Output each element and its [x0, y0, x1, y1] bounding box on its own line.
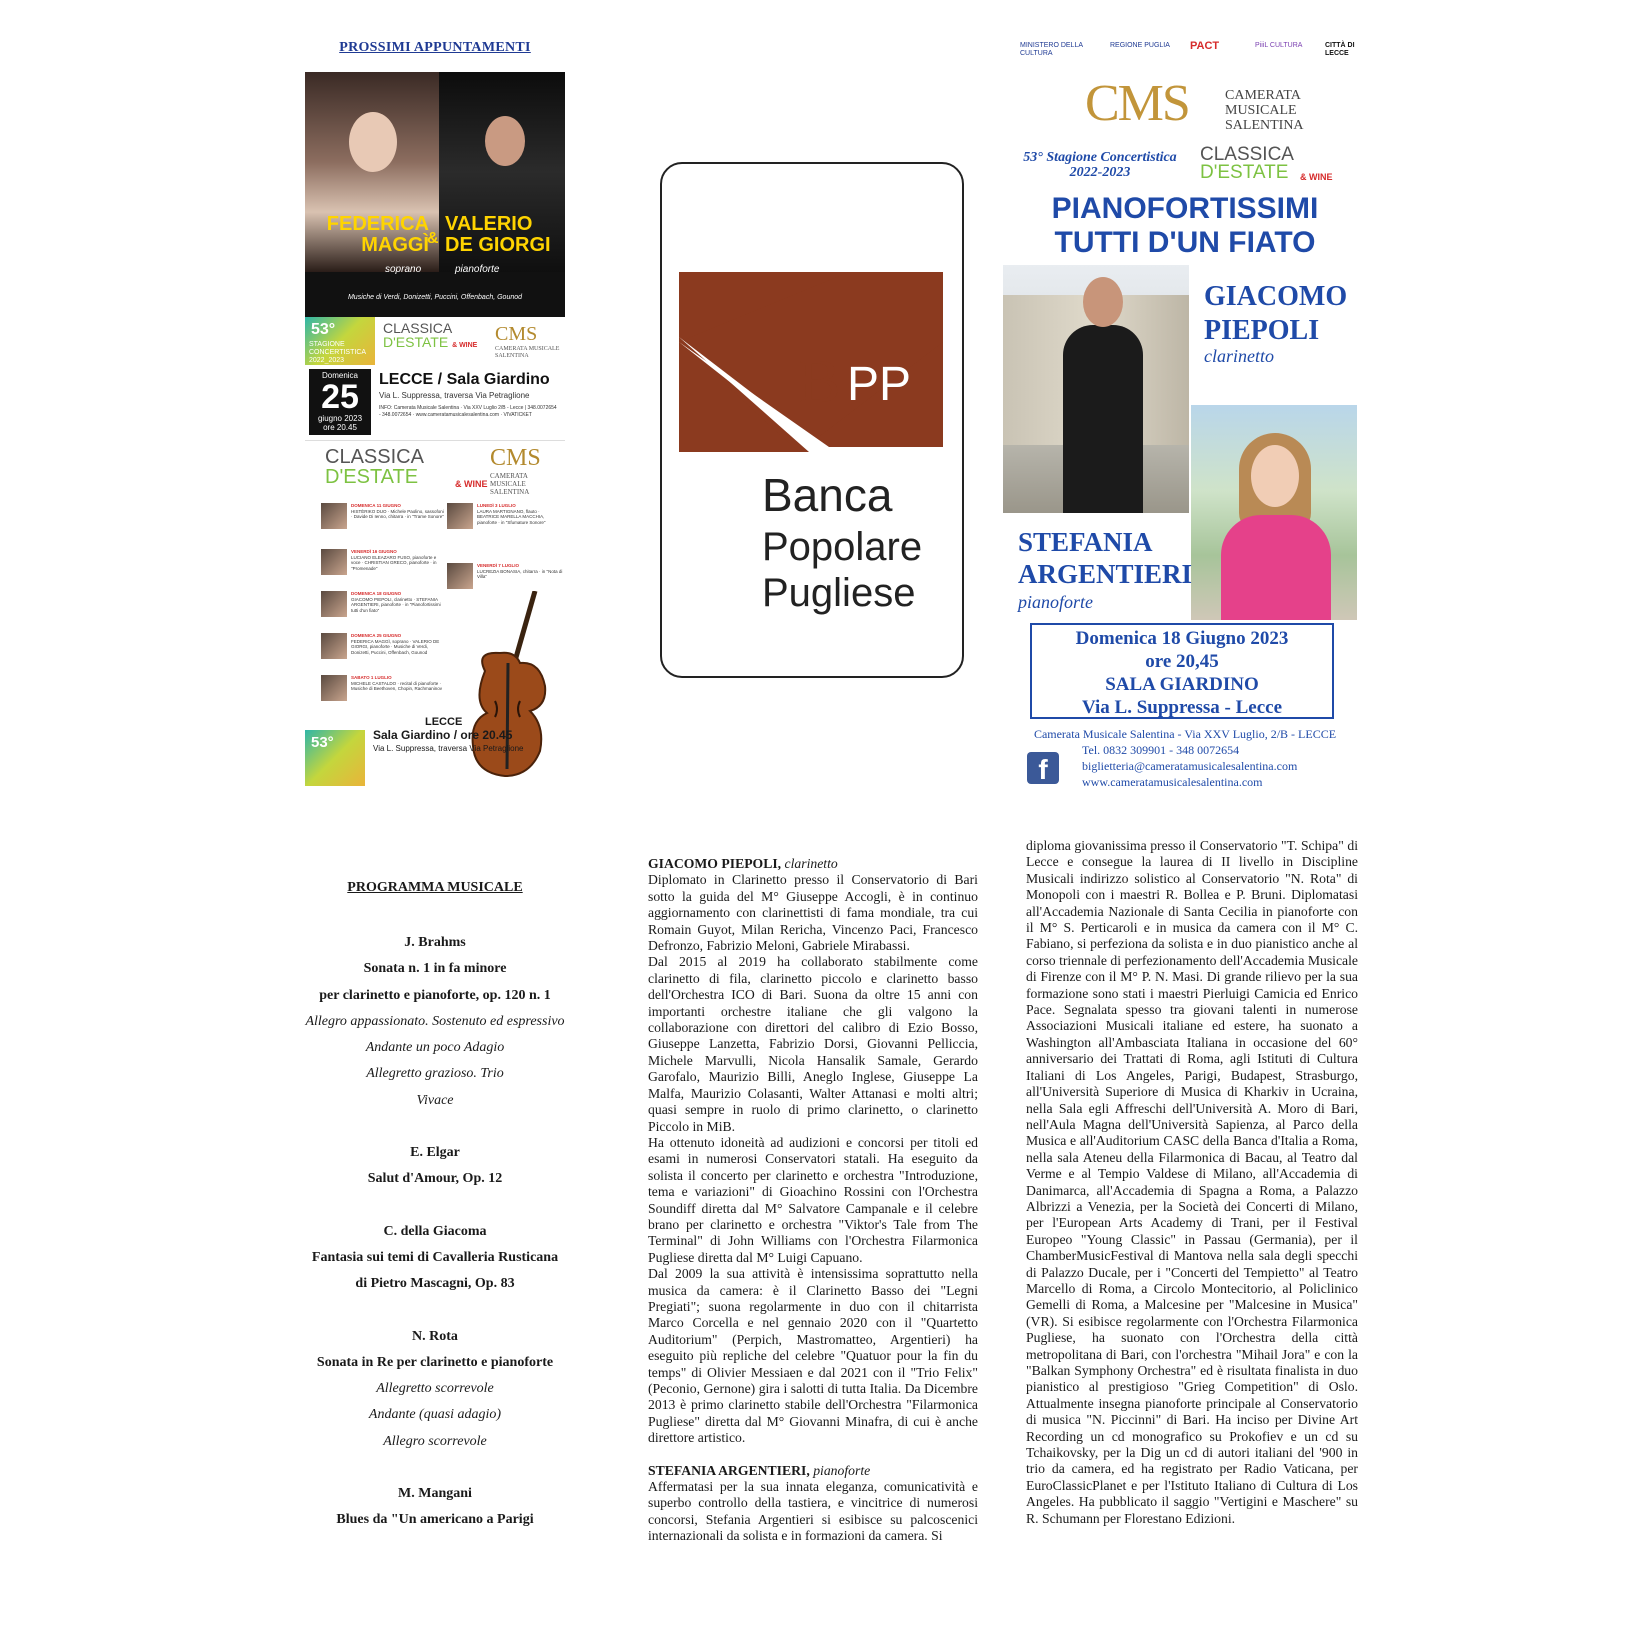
- programma-list: [270, 930, 600, 1534]
- event-item: VENERDÌ 16 GIUGNO LUCIANO ELEAZARO FUSO, pianoforte e voce · CHRISTIAN GRECO, pianoforte · in "Promenade": [351, 549, 437, 571]
- sponsor-regione-logo: REGIONE PUGLIA: [1110, 42, 1170, 49]
- event-item: LUNEDÌ 3 LUGLIO LAURA MARTIGNANO, flauto · BEATRICE MARELLA MACCHIA, pianoforte · in "Sfumature Sonore": [477, 503, 546, 525]
- poster-date-venue: [305, 365, 565, 439]
- sponsor-lecce-logo: CITTÀ DI LECCE: [1325, 42, 1355, 57]
- bio-paragraph: Affermatasi per la sua innata eleganza, comunicatività e superbo controllo della tastiera, e vincitrice di numerosi concorsi, Stefania Argentieri si esibisce su palcoscenici internazionali da solista e in formazioni da camera. Si: [648, 1479, 978, 1544]
- event-thumb: [321, 503, 347, 529]
- work-title: Sonata n. 1 in fa minore: [363, 961, 507, 977]
- concert-title: PIANOFORTISSIMI TUTTI D'UN FIATO: [1051, 192, 1319, 259]
- contact-info: [1000, 726, 1370, 789]
- date-badge: Domenica 25 giugno 2023 ore 20.45: [309, 369, 371, 435]
- classica-destate-logo: CLASSICA D'ESTATE & WINE: [383, 320, 478, 350]
- bio-heading-argentieri: STEFANIA ARGENTIERI, pianoforte: [648, 1462, 871, 1478]
- soprano-face: [349, 112, 397, 172]
- performer-role-clarinetto: clarinetto: [1204, 346, 1274, 366]
- work-title: Sonata in Re per clarinetto e pianoforte: [316, 1354, 554, 1370]
- sponsor-piiil-logo: PiiiL CULTURA: [1255, 42, 1303, 49]
- event-thumb: [321, 633, 347, 659]
- cms-logo-small: CMS CAMERATA MUSICALE SALENTINA: [490, 445, 541, 496]
- bpp-popolare-pugliese: Popolare Pugliese: [762, 525, 923, 615]
- composer: C. della Giacoma: [383, 1223, 487, 1239]
- event-item: VENERDÌ 7 LUGLIO LUCREZIA BONASIA, chitarra · in "Nota di Villa": [477, 563, 563, 579]
- poster-maggi-degiorgi: [305, 72, 565, 317]
- footer-city: LECCE: [425, 716, 463, 728]
- poster-music-list: Musiche di Verdi, Donizetti, Puccini, Offenbach, Gounod: [347, 294, 523, 301]
- classica-destate-logo: CLASSICA D'ESTATE: [1200, 144, 1294, 183]
- event-item: DOMENICA 11 GIUGNO HISTÈRIKO DUO · Michele Paolino, sassofoni · Davide Di Ienno, chitarra · in "Trame Sonore": [351, 503, 444, 519]
- composer: J. Brahms: [404, 935, 466, 950]
- wine-label: & WINE: [455, 479, 488, 489]
- stagione-badge: 53° STAGIONE CONCERTISTICA 2022_2023: [305, 317, 375, 365]
- bio-paragraph: diploma giovanissima presso il Conservatorio "T. Schipa" di Lecce e consegue la laurea di II livello in Discipline Musicali indirizzo solistico al Conservatorio "N. Rota" di Monopoli con i maestri R. Bollea e P. Bruni. Diplomatasi all'Accademia Nazionale di Santa Cecilia in pianoforte con il M° S. Perticaroli e in musica da camera con il M° C. Fabiano, si perfeziona da solista e in duo pianistico anche al corso triennale di perfezionamento dell'Accademia Musicale di Firenze con il M° P. N. Masi. Di grande rilievo per la sua formazione sono stati i maestri Pierluigi Camicia ed Enrico Pace. Segnalata spesso tra giovani talenti in numerose Associazioni Musicali italiane ed estere, ha suonato a Washington all'Ambasciata Italiana in occasione del 60° anniversario dei Trattati di Roma, agli Istituti di Cultura Italiani di Los Angeles, Parigi, Budapest, Strasburgo, all'Università Superiore di Musica di Kharkiv in Ucraina, nella Sala egli Affreschi dell'Università A. Moro di Bari, nell'Aula Magna dell'Università Sapienza, al Parco della Musica e all'Auditorium CASC della Banca d'Italia a Roma, nella sala Ateneu della Filarmonica di Bacau, al Teatro dal Verme e al Tempio Valdese di Milano, all'Accademia di Danimarca, all'Accademia di Spagna a Roma, a Palazzo Albrizzi a Venezia, per la Società dei Concerti di Milano, per l'European Arts Academy di Trani, per il Festival Europeo "Young Classic" in Passau (Germania), per il ChamberMusicFestival di Mantova nella sala degli specchi di Palazzo Ducale, per i "Concerti del Tempietto" al Teatro Marcello di Roma, a Circolo Montecitorio, al Policlinico Gemelli di Roma, a Malcesine per "Malcesine in Musica"(VR). Si esibisce regolarmente con l'Orchestra Filarmonica Pugliese, ha suonato con l'Orchestra della città metropolitana di Bari, con l'orchestra "Mihail Jora" e con la "Balkan Symphony Orchestra" ed è risultata finalista in duo pianistico al prestigioso "Grieg Competition" di Oslo. Attualmente insegna pianoforte principale al Conservatorio di musica "N. Piccinni" di Bari. Ha inciso per Divine Art Recording un cd monografico su Prokofiev e un cd su Tchaikovsky, per la Dig un cd di autori italiani del '900 in trio da camera, ed ha registrato per Radio Vaticana, per EuroClassicPlanet e per l'Istituto Italiano di Cultura di Los Angeles. Ha pubblicato il saggio "Vertigini e Maschere" su R. Schumann per Florestano Edizioni.: [1026, 838, 1358, 1526]
- bpp-logo-mark: [679, 272, 943, 452]
- venue-title: LECCE / Sala Giardino: [379, 371, 550, 388]
- footer-sala: Sala Giardino / ore 20.45: [373, 728, 513, 742]
- sponsor-logos-row: [1020, 42, 1370, 76]
- movement: Allegretto scorrevole: [376, 1381, 494, 1397]
- concert-date-box: Domenica 18 Giugno 2023 ore 20,45 SALA GIARDINO Via L. Suppressa - Lecce: [1030, 623, 1334, 719]
- facebook-icon[interactable]: f: [1027, 752, 1059, 784]
- contact-address: Camerata Musicale Salentina - Via XXV Luglio, 2/B - LECCE: [1033, 727, 1337, 741]
- name-maggi: FEDERICA MAGGÌ: [326, 213, 429, 256]
- bio-column-right: [1026, 838, 1358, 1527]
- performer-role-pianoforte: pianoforte: [1018, 592, 1093, 612]
- work-title: per clarinetto e pianoforte, op. 120 n. 1: [319, 987, 551, 1003]
- movement: Allegro appassionato. Sostenuto ed espressivo: [305, 1013, 565, 1029]
- poster-footer: [305, 716, 565, 786]
- bio-paragraph: Ha ottenuto idoneità ad audizioni e concorsi per titoli ed esami in numerosi Conservatori statali. Ha eseguito da solista il concerto per clarinetto e orchestra "Introduzione, tema e variazioni" di Gioachino Rossini con l'Orchestra Soundiff diretta dal M° Salvatore Campanale e il celebre brano per clarinetto e orchestra "Viktor's Tale from The Terminal" di John Williams con l'Orchestra Filarmonica Pugliese diretta dal M° Luigi Capuano.: [648, 1134, 978, 1265]
- bio-heading-piepoli: GIACOMO PIEPOLI, clarinetto: [648, 856, 838, 871]
- bio-paragraph: Dal 2015 al 2019 ha collaborato stabilmente come clarinetto di fila, clarinetto piccolo e clarinetto basso dell'Orchestra ICO di Bari. Suona da oltre 15 anni con importanti orchestre italiane che gli valgono la collaborazione con direttori del calibro di Ezio Bosso, Giuseppe Lanzetta, Fabrizio Dorsi, Giovanni Pelliccia, Michele Marvulli, Nicola Hansalik Samale, Gerardo Garofalo, Maurizio Billi, Aneglo Inglese, Giuseppe La Malfa, Maurizio Colasanti, Walter Attanasi e molti altri; quasi sempre in ruolo di primo clarinetto, o clarinetto Piccolo in MiB.: [648, 954, 978, 1134]
- work-title: Blues da "Un americano a Parigi: [336, 1512, 534, 1528]
- cms-logo-small: CMS CAMERATA MUSICALE SALENTINA: [495, 323, 560, 359]
- venue-info: INFO: Camerata Musicale Salentina · Via XXV Luglio 2/B - Lecce | 348.0072654 - 348.0072654 · www.cameratamusicalesalentina.com · VIVATICKET: [379, 405, 557, 418]
- event-thumb: [447, 563, 473, 589]
- performer-name-argentieri: STEFANIA ARGENTIERI: [1018, 527, 1193, 589]
- composer: N. Rota: [412, 1328, 458, 1344]
- photo-giacomo-piepoli: [1003, 265, 1189, 513]
- cms-letters: CMS: [1085, 75, 1189, 132]
- bio-paragraph: Diplomato in Clarinetto presso il Conservatorio di Bari sotto la guida del M° Giuseppe Accogli, è in continuo aggiornamento con clarinettisti di fama mondiale, tra cui Romain Guyot, Milan Rericha, Vincenzo Paci, Francesco Defronzo, Fabrizio Meloni, Gabriele Mirabassi.: [648, 872, 978, 954]
- event-item: DOMENICA 18 GIUGNO GIACOMO PIEPOLI, clarinetto · STEFANIA ARGENTIERI, pianoforte · in "Pianofortissimi tutti d'un fiato": [351, 591, 441, 613]
- photo-stefania-argentieri: [1191, 405, 1357, 620]
- bpp-logo-card: [660, 162, 964, 678]
- cms-logo: [1085, 75, 1345, 134]
- work-title: di Pietro Mascagni, Op. 83: [355, 1276, 515, 1292]
- poster-stagione-strip: [305, 317, 565, 366]
- event-item: SABATO 1 LUGLIO MICHELE CASTALDO · recital di pianoforte · Musiche di Beethoven, Chopin, Rachmaninov: [351, 675, 443, 691]
- bio-paragraph: Dal 2009 la sua attività è intensissima soprattutto nella musica da camera: è il Clarinetto Basso dei "Legni Pregiati"; suona regolarmente in duo con il chitarrista Marco Corcella e nel gennaio 2020 con il "Quartetto Auditorium" (Perpich, Mastromatteo, Argentieri) ha eseguito più repliche del celebre "Quatuor pour la fin du temps" di Olivier Messiaen e dal 2021 con il "Trio Felix" (Peconio, Gernone) gira i salotti di tutta Italia. Da Dicembre 2013 è primo clarinetto stabile dell'Orchestra "Filarmonica Pugliese" diretta dal M° Giovanni Minafra, di cui è anche direttore artistico.: [648, 1266, 978, 1446]
- event-item: DOMENICA 25 GIUGNO FEDERICA MAGGÌ, soprano · VALERIO DE GIORGI, pianoforte · Musiche di Verdi, Donizetti, Puccini, Offenbach, Gounod: [351, 633, 440, 655]
- classica-destate-logo: CLASSICA D'ESTATE: [325, 446, 424, 488]
- stagione-badge: 53°: [305, 730, 365, 786]
- contact-phone: Tel. 0832 309901 - 348 0072654: [1082, 743, 1240, 757]
- event-thumb: [321, 591, 347, 617]
- programma-title: PROGRAMMA MUSICALE: [347, 880, 523, 895]
- contact-website[interactable]: www.cameratamusicalesalentina.com: [1082, 775, 1263, 789]
- event-thumb: [321, 675, 347, 701]
- sponsor-ministero-logo: MINISTERO DELLA CULTURA: [1020, 42, 1083, 57]
- role-pianoforte: pianoforte: [455, 264, 500, 275]
- composer: M. Mangani: [398, 1486, 472, 1502]
- role-soprano: soprano: [385, 264, 422, 275]
- poster-classica-destate-calendar: [305, 440, 565, 786]
- bpp-banca: Banca: [762, 469, 893, 521]
- event-thumb: [321, 549, 347, 575]
- movement: Allegro scorrevole: [383, 1433, 487, 1449]
- movement: Andante (quasi adagio): [368, 1407, 502, 1423]
- sponsor-pact-logo: PACT: [1190, 40, 1220, 52]
- work-title: Fantasia sui temi di Cavalleria Rusticana: [311, 1249, 559, 1265]
- movement: Andante un poco Adagio: [365, 1040, 505, 1056]
- event-thumb: [447, 503, 473, 529]
- pianist-face: [485, 116, 525, 166]
- movement: Allegretto grazioso. Trio: [366, 1066, 504, 1082]
- contact-email[interactable]: biglietteria@cameratamusicalesalentina.com: [1082, 759, 1298, 773]
- bpp-letter-b: B: [799, 348, 841, 416]
- ampersand: &: [427, 230, 439, 247]
- name-degiorgi: VALERIO DE GIORGI: [445, 213, 551, 256]
- wine-label: & WINE: [1300, 172, 1333, 182]
- bio-column-middle: [648, 856, 978, 1545]
- cms-text: CAMERATA MUSICALE SALENTINA: [1225, 88, 1304, 133]
- work-title: Salut d'Amour, Op. 12: [367, 1171, 503, 1187]
- stagione-concertistica: 53° Stagione Concertistica 2022-2023: [1023, 150, 1177, 180]
- performer-name-piepoli: GIACOMO PIEPOLI: [1204, 281, 1348, 346]
- venue-address: Via L. Suppressa, traversa Via Petraglione: [379, 391, 530, 400]
- footer-address: Via L. Suppressa, traversa Via Petraglione: [373, 744, 524, 753]
- movement: Vivace: [416, 1092, 454, 1108]
- prossimi-appuntamenti-heading: PROSSIMI APPUNTAMENTI: [339, 40, 531, 55]
- bpp-letters-pp: PP: [847, 358, 912, 411]
- composer: E. Elgar: [410, 1145, 460, 1161]
